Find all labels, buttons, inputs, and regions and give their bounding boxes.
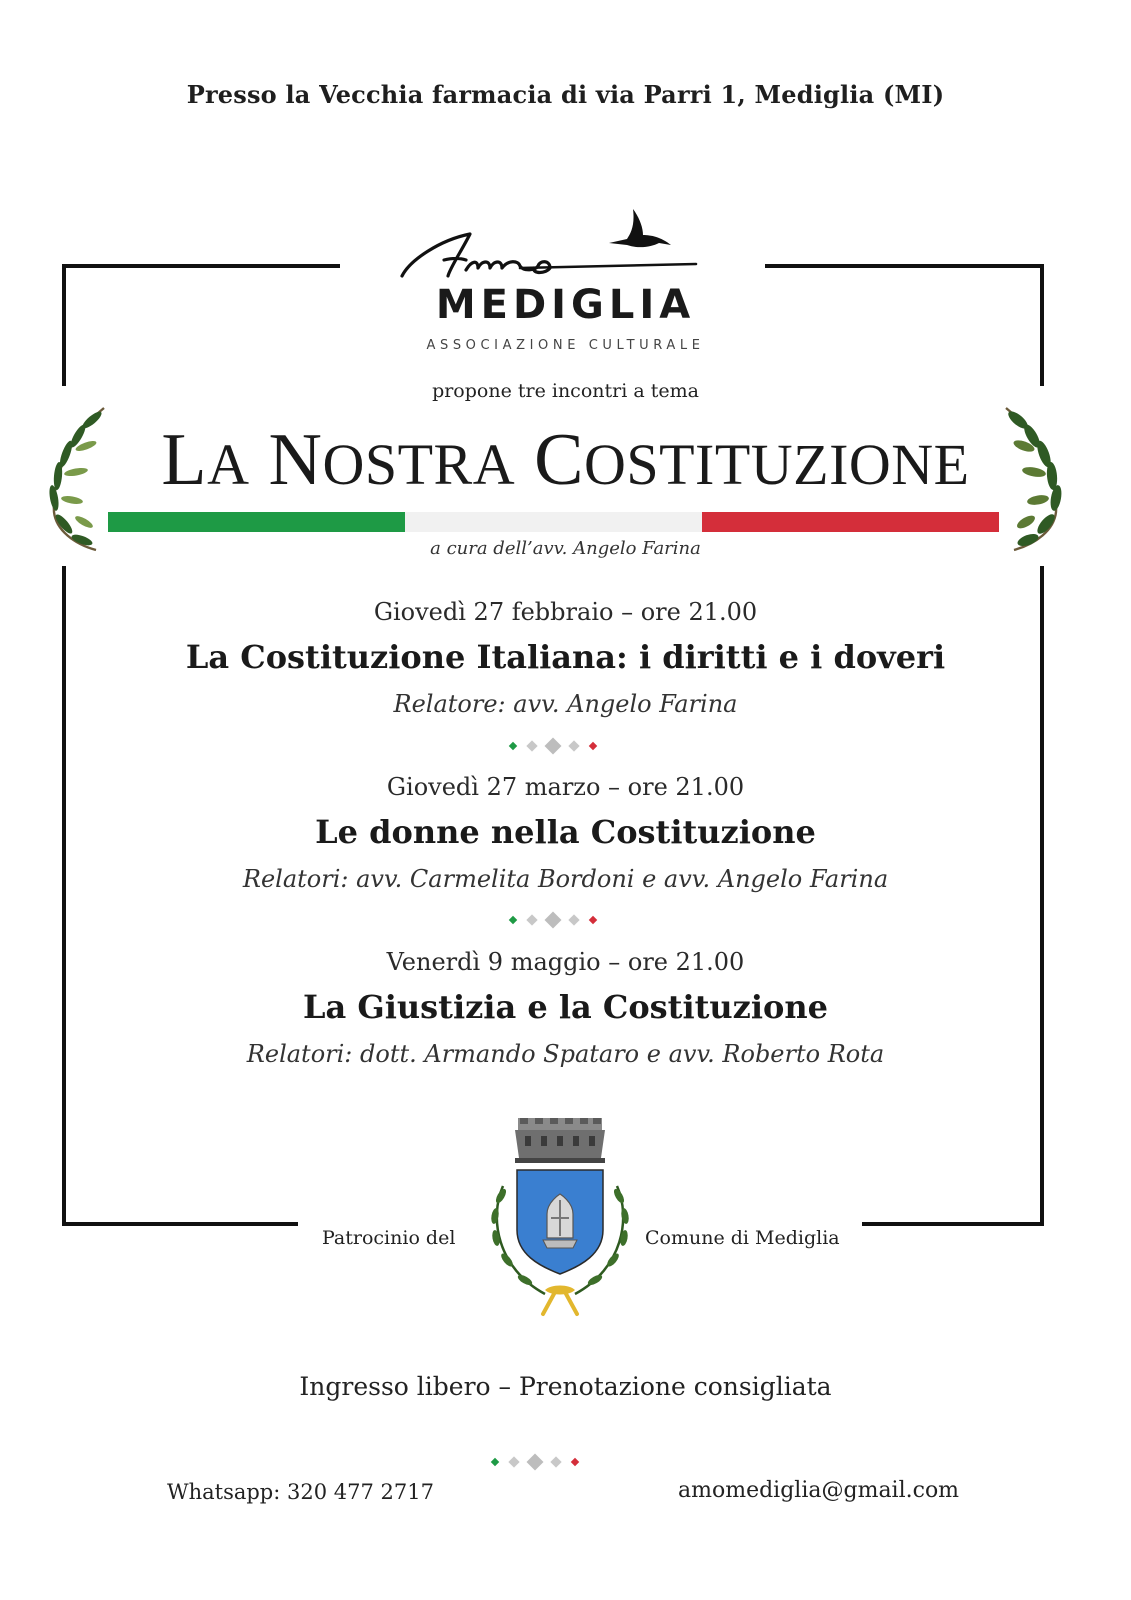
logo-wordmark: MEDIGLIA [435, 282, 696, 328]
event-2-speaker: Relatori: avv. Carmelita Bordoni e avv. Angelo Farina [242, 865, 889, 893]
event-3-speaker: Relatori: dott. Armando Spataro e avv. Roberto Rota [246, 1040, 885, 1068]
patronage-left: Patrocinio del [322, 1227, 456, 1249]
intro-text: propone tre incontri a tema [432, 380, 699, 402]
flag-white [405, 512, 702, 532]
event-3-title: La Giustizia e la Costituzione [303, 988, 828, 1026]
title-rest-2: OSTRA [322, 432, 516, 497]
event-3-date: Venerdì 9 maggio – ore 21.00 [386, 948, 745, 976]
main-title [0, 418, 1131, 503]
title-cap-1: L [161, 419, 208, 501]
coat-of-arms-icon [485, 1118, 635, 1323]
email-contact[interactable]: amomediglia@gmail.com [678, 1478, 960, 1503]
title-rest-3: OSTITUZIONE [583, 432, 970, 497]
divider-diamonds-icon [505, 736, 605, 756]
frame-bottom-left [62, 1222, 298, 1226]
patronage-right: Comune di Mediglia [645, 1227, 840, 1249]
divider-diamonds-icon [505, 910, 605, 930]
divider-diamonds-icon [487, 1452, 587, 1472]
title-cap-2: N [268, 419, 323, 501]
title-rest-1: A [207, 432, 250, 497]
event-1-date: Giovedì 27 febbraio – ore 21.00 [373, 598, 758, 626]
event-2-title: Le donne nella Costituzione [315, 813, 816, 851]
curator-line: a cura dell’avv. Angelo Farina [430, 538, 701, 559]
whatsapp-contact[interactable]: Whatsapp: 320 477 2717 [167, 1480, 434, 1504]
frame-bottom-right [862, 1222, 1044, 1226]
frame-top-left [62, 264, 340, 268]
event-1-speaker: Relatore: avv. Angelo Farina [393, 690, 738, 718]
title-cap-3: C [534, 419, 584, 501]
logo-subtitle: ASSOCIAZIONE CULTURALE [426, 338, 705, 353]
flag-green [108, 512, 405, 532]
stork-icon [605, 205, 675, 253]
flag-red [702, 512, 999, 532]
event-2-date: Giovedì 27 marzo – ore 21.00 [386, 773, 745, 801]
venue-line: Presso la Vecchia farmacia di via Parri 1, Mediglia (MI) [186, 80, 945, 109]
entry-info: Ingresso libero – Prenotazione consigliata [299, 1372, 832, 1401]
event-1-title: La Costituzione Italiana: i diritti e i doveri [185, 638, 946, 676]
frame-top-right [765, 264, 1044, 268]
